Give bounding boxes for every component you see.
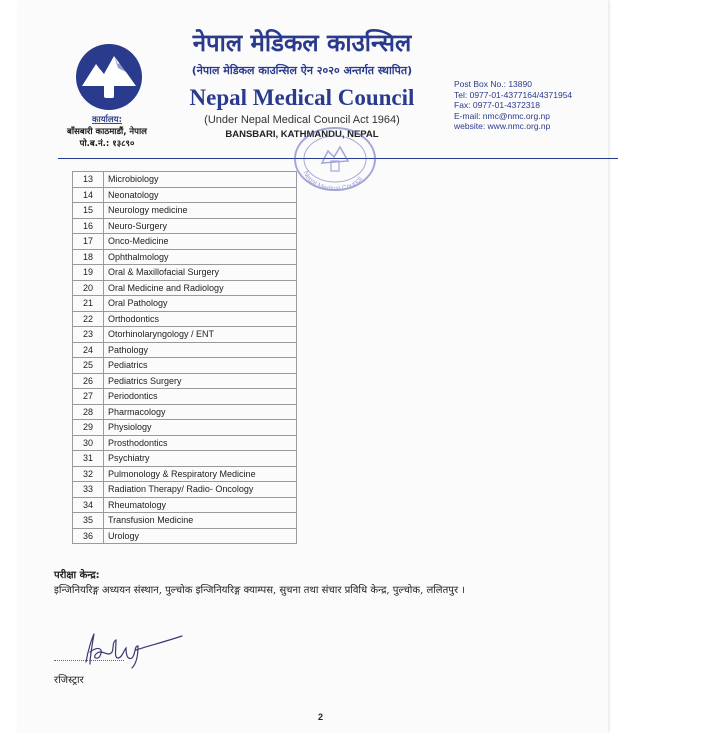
document-page — [18, 0, 608, 733]
table-row — [73, 404, 297, 420]
contact-block — [454, 79, 604, 132]
specialty-number: 14 — [73, 187, 104, 203]
table-row — [73, 187, 297, 203]
specialty-name: Pathology — [104, 342, 297, 358]
specialty-name: Periodontics — [104, 389, 297, 405]
table-row — [73, 451, 297, 467]
specialty-name: Orthodontics — [104, 311, 297, 327]
specialty-number: 30 — [73, 435, 104, 451]
specialty-number: 36 — [73, 528, 104, 544]
specialty-name: Onco-Medicine — [104, 234, 297, 250]
registrar-signature — [78, 628, 188, 670]
subtitle-english: (Under Nepal Medical Council Act 1964) — [204, 114, 400, 126]
stamp-text: Nepal Medical Council — [301, 170, 365, 193]
signature-line — [54, 660, 124, 661]
specialty-number: 32 — [73, 466, 104, 482]
title-english: Nepal Medical Council — [189, 85, 415, 110]
specialty-table-body — [73, 172, 297, 544]
specialty-number: 22 — [73, 311, 104, 327]
table-row — [73, 466, 297, 482]
table-row — [73, 420, 297, 436]
specialty-name: Neonatology — [104, 187, 297, 203]
specialty-name: Pediatrics — [104, 358, 297, 374]
specialty-number: 18 — [73, 249, 104, 265]
table-row — [73, 280, 297, 296]
table-row — [73, 358, 297, 374]
contact-tel: Tel: 0977-01-4377164/4371954 — [454, 89, 573, 100]
specialty-number: 26 — [73, 373, 104, 389]
specialty-number: 28 — [73, 404, 104, 420]
specialty-name: Prosthodontics — [104, 435, 297, 451]
specialty-number: 24 — [73, 342, 104, 358]
specialty-name: Oral Medicine and Radiology — [104, 280, 297, 296]
specialty-name: Pulmonology & Respiratory Medicine — [104, 466, 297, 482]
table-row — [73, 296, 297, 312]
specialty-name: Otorhinolaryngology / ENT — [104, 327, 297, 343]
registrar-label: रजिस्ट्रार — [54, 675, 84, 686]
specialty-number: 21 — [73, 296, 104, 312]
specialty-name: Radiation Therapy/ Radio- Oncology — [104, 482, 297, 498]
table-row — [73, 218, 297, 234]
office-pobox: पो.ब.नं.: १३८९० — [79, 139, 135, 149]
specialty-table — [72, 171, 297, 544]
contact-fax: Fax: 0977-01-4372318 — [454, 100, 541, 110]
table-row — [73, 373, 297, 389]
specialty-number: 25 — [73, 358, 104, 374]
office-label: कार्यालय: — [92, 115, 122, 125]
exam-center-heading: परीक्षा केन्द्र: — [54, 570, 100, 581]
table-row — [73, 203, 297, 219]
contact-pobox: Post Box No.: 13890 — [454, 79, 532, 89]
table-row — [73, 435, 297, 451]
specialty-name: Oral & Maxillofacial Surgery — [104, 265, 297, 281]
exam-center-body: इन्जिनियरिङ्ग अध्ययन संस्थान, पुल्चोक इन्जिनियरिङ्ग क्याम्पस, सुचना तथा संचार प्रविधि केन्द्र, पुल्चोक, ललितपुर । — [54, 585, 466, 596]
specialty-name: Rheumatology — [104, 497, 297, 513]
table-row — [73, 528, 297, 544]
table-row — [73, 342, 297, 358]
table-row — [73, 482, 297, 498]
specialty-number: 15 — [73, 203, 104, 219]
address-english: BANSBARI, KATHMANDU, NEPAL — [225, 129, 379, 140]
contact-email: E-mail: nmc@nmc.org.np — [454, 110, 551, 121]
specialty-name: Pharmacology — [104, 404, 297, 420]
specialty-name: Transfusion Medicine — [104, 513, 297, 529]
contact-website: website: www.nmc.org.np — [454, 121, 551, 131]
specialty-name: Microbiology — [104, 172, 297, 188]
office-address: बाँसबारी काठमाडौं, नेपाल — [67, 127, 147, 137]
table-row — [73, 311, 297, 327]
specialty-number: 35 — [73, 513, 104, 529]
table-row — [73, 265, 297, 281]
council-logo-emblem — [74, 42, 144, 112]
title-nepali: नेपाल मेडिकल काउन्सिल — [192, 29, 412, 57]
table-row — [73, 249, 297, 265]
official-stamp — [292, 125, 378, 193]
table-row — [73, 513, 297, 529]
specialty-number: 34 — [73, 497, 104, 513]
subtitle-nepali: (नेपाल मेडिकल काउन्सिल ऐन २०२० अन्तर्गत स्थापित) — [191, 64, 413, 77]
specialty-number: 16 — [73, 218, 104, 234]
specialty-number: 27 — [73, 389, 104, 405]
specialty-number: 33 — [73, 482, 104, 498]
table-row — [73, 327, 297, 343]
specialty-number: 13 — [73, 172, 104, 188]
table-row — [73, 234, 297, 250]
table-row — [73, 172, 297, 188]
specialty-name: Neurology medicine — [104, 203, 297, 219]
table-row — [73, 497, 297, 513]
specialty-number: 19 — [73, 265, 104, 281]
specialty-name: Urology — [104, 528, 297, 544]
specialty-name: Ophthalmology — [104, 249, 297, 265]
page-number: 2 — [318, 712, 324, 722]
specialty-number: 20 — [73, 280, 104, 296]
specialty-number: 29 — [73, 420, 104, 436]
specialty-number: 31 — [73, 451, 104, 467]
specialty-name: Physiology — [104, 420, 297, 436]
specialty-name: Psychiatry — [104, 451, 297, 467]
table-row — [73, 389, 297, 405]
specialty-number: 17 — [73, 234, 104, 250]
specialty-name: Pediatrics Surgery — [104, 373, 297, 389]
specialty-number: 23 — [73, 327, 104, 343]
specialty-name: Neuro-Surgery — [104, 218, 297, 234]
specialty-name: Oral Pathology — [104, 296, 297, 312]
